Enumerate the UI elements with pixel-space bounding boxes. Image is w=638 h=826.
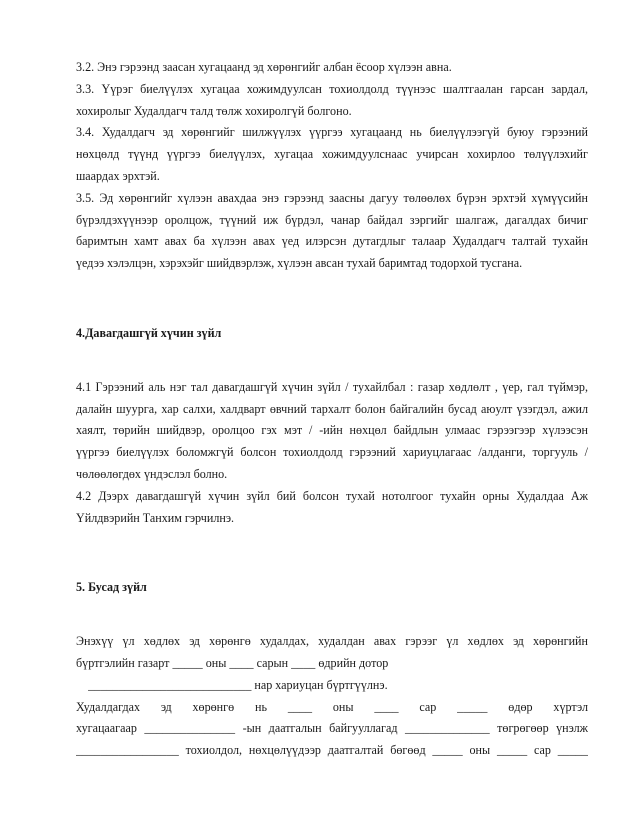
paragraph-line: хаялт, төрийн шийдвэр, оролцоо гэх мэт / -ийн нөхцөл байдлын улмаас гэрээгээр хүлээсэн	[76, 423, 588, 438]
paragraph-line: бүртгэлийн газарт _____ оны ____ сарын ____ өдрийн дотор	[76, 655, 389, 670]
paragraph-line: хохиролыг Худалдагч талд төлж хохиролгүй болгоно.	[76, 103, 352, 118]
paragraph-line: баримтын хамт авах ба хүлээн авах үед илэрсэн дутагдлыг талаар Худалдагч талтай тухайн	[76, 234, 588, 249]
paragraph-line: чөлөөлөгдөх үндэслэл болно.	[76, 466, 228, 481]
paragraph-line: ___________________________ нар хариуцан бүртгүүлнэ.	[76, 677, 388, 692]
paragraph-line: далайн шуурга, хар салхи, халдварт өвчний тархалт болон байгалийн бусад аюулт үзэгдэл, ажил	[76, 401, 588, 416]
paragraph-line: 3.2. Энэ гэрээнд заасан хугацаанд эд хөрөнгийг албан ёсоор хүлээн авна.	[76, 60, 452, 74]
paragraph-line: 4.2 Дээрх давагдашгүй хүчин зүйл бий болсон тухай нотолгоог тухайн орны Худалдаа Аж	[76, 488, 588, 503]
paragraph-line: үүргээ биелүүлэх боломжгүй болсон тохиолдолд гэрээний хариуцлагаас /алданги, торгууль /	[76, 445, 588, 460]
paragraph-line: Үйлдвэрийн Танхим гэрчилнэ.	[76, 510, 235, 525]
paragraph-line: 3.4. Худалдагч эд хөрөнгийг шилжүүлэх үүргээ хугацаанд нь биелүүлээгүй буюу гэрээний	[76, 125, 588, 140]
paragraph-line: нөхцөлд түүнд үүргээ биелүүлэх, хугацаа хожимдуулснаас учирсан хохирлоо төлүүлэхийг	[76, 147, 588, 162]
paragraph-line: 3.3. Үүрэг биелүүлэх хугацаа хожимдуулсан тохиолдолд түүнээс шалтгаалан гарсан зардал,	[76, 81, 588, 96]
section-4-heading: 4.Давагдашгүй хүчин зүйл	[76, 325, 222, 340]
paragraph-line: 4.1 Гэрээний аль нэг тал давагдашгүй хүчин зүйл / тухайлбал : газар хөдлөлт , үер, гал түймэр,	[76, 379, 588, 394]
paragraph-line: үедээ хэлэлцэн, хэрэхэйг шийдвэрлэж, хүлээн авсан тухай баримтад тодорхой тусгана.	[76, 256, 523, 271]
section-5-body	[76, 631, 588, 762]
section-5-heading: 5. Бусад зүйл	[76, 580, 147, 595]
paragraph-line: 3.5. Эд хөрөнгийг хүлээн авахдаа энэ гэрээнд заасны дагуу төлөөлөх бүрэн эрхтэй хүмүүсийн	[76, 190, 588, 205]
paragraph-line: шаардах эрхтэй.	[76, 168, 160, 183]
section-4-body	[76, 377, 588, 530]
paragraph-line: _________________ тохиолдол, нөхцөлүүдээр даатгалтай бөгөөд _____ оны _____ сар _____	[76, 743, 588, 758]
paragraph-line: бүрэлдэхүүнээр оролцож, түүний иж бүрдэл, чанар байдал зэргийг шалгаж, дагалдах бичиг	[76, 212, 588, 227]
paragraph-line: хугацаагаар _______________ -ын даатгалын байгууллагад ______________ төгрөгөөр үнэлж	[76, 721, 588, 736]
paragraph-line: Худалдагдах эд хөрөнгө нь ____ оны ____ сар _____ өдөр хүртэл	[76, 699, 588, 714]
paragraph-line: Энэхүү үл хөдлөх эд хөрөнгө худалдах, худалдан авах гэрээг үл хөдлөх эд хөрөнгийн	[76, 634, 588, 649]
section-3-body	[76, 57, 588, 275]
